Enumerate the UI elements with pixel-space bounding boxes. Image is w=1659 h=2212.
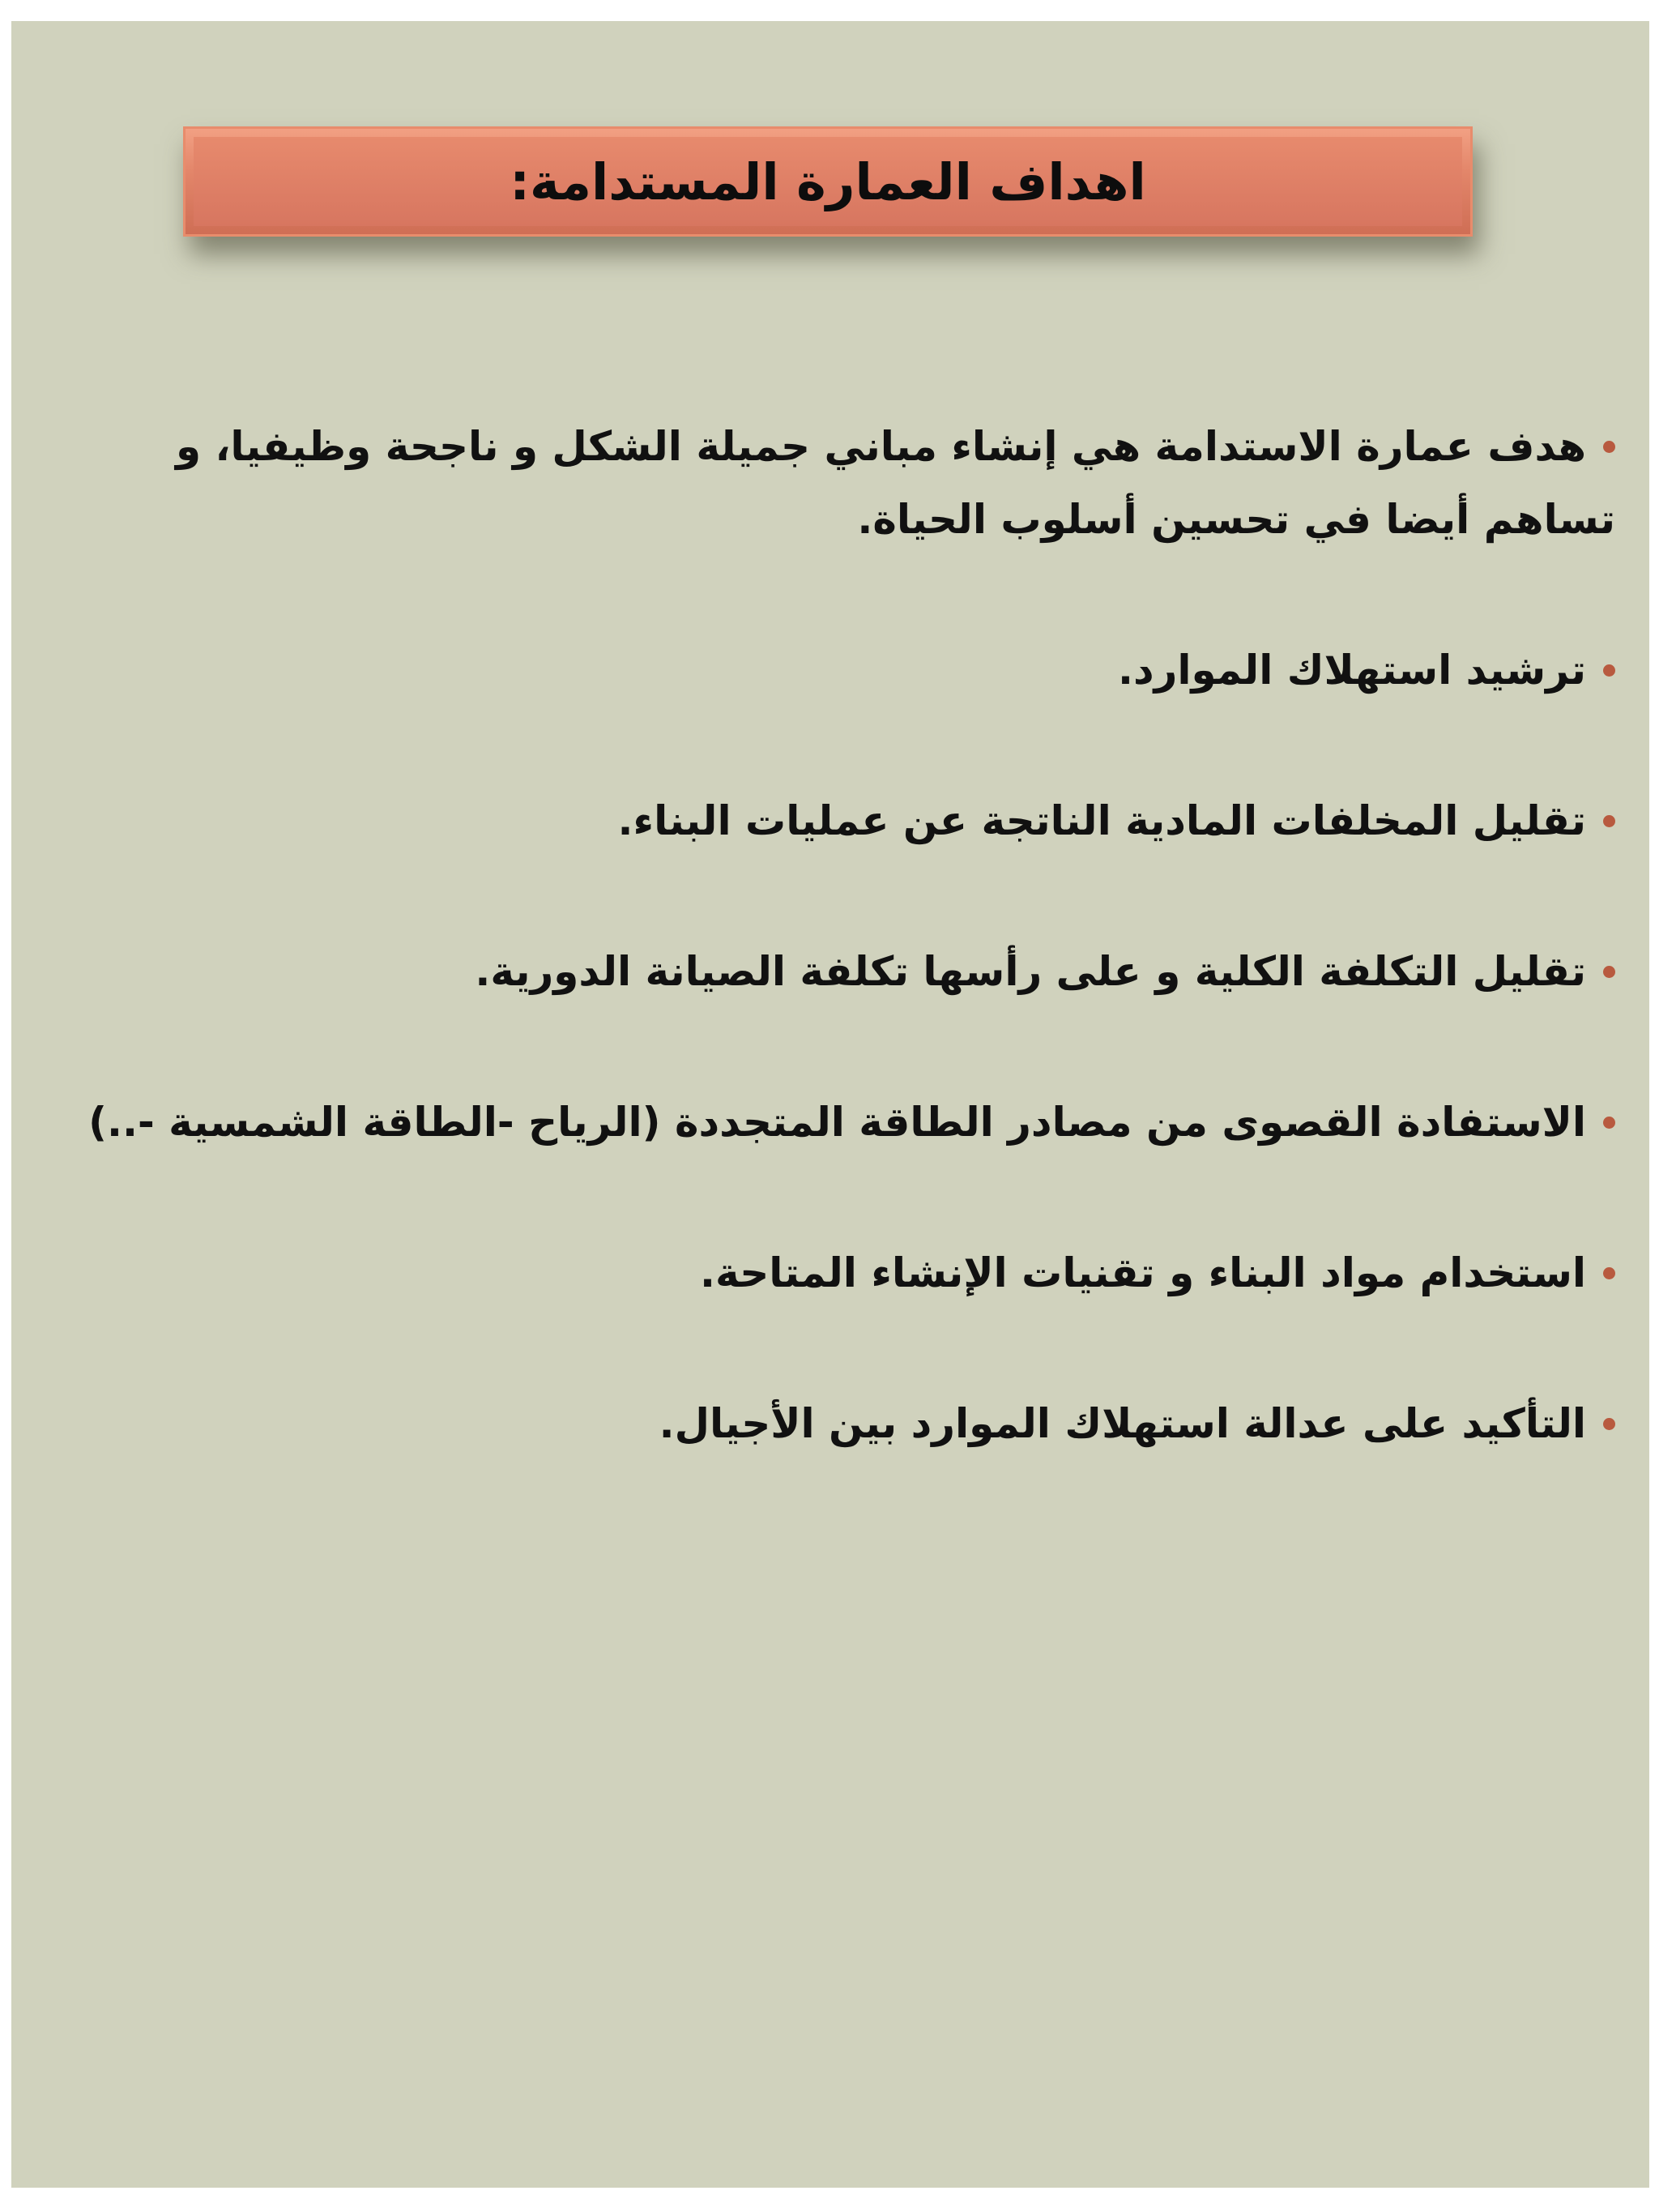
list-item-text: ترشيد استهلاك الموارد.: [1117, 647, 1586, 694]
list-item-text: استخدام مواد البناء و تقنيات الإنشاء المتاحة.: [699, 1249, 1586, 1296]
bullet-icon: [1603, 1267, 1615, 1279]
list-item: [68, 410, 1615, 556]
list-item-text: التأكيد على عدالة استهلاك الموارد بين الأجيال.: [659, 1400, 1586, 1447]
list-item: [68, 1387, 1615, 1460]
bullet-icon: [1603, 441, 1615, 453]
slide-page: [11, 21, 1649, 2188]
list-item-text: هدف عمارة الاستدامة هي إنشاء مباني جميلة الشكل و ناجحة وظيفيا، و تساهم أيضا في تحسين أسلوب الحياة.: [175, 423, 1615, 543]
bullet-icon: [1603, 966, 1615, 978]
list-item-text: الاستفادة القصوى من مصادر الطاقة المتجددة (الرياح -الطاقة الشمسية -..): [88, 1099, 1586, 1146]
list-item: [68, 935, 1615, 1008]
list-item: [68, 634, 1615, 707]
bullet-icon: [1603, 664, 1615, 677]
title-banner: [183, 126, 1473, 237]
title-banner-inner: [194, 137, 1462, 226]
bullet-icon: [1603, 815, 1615, 827]
list-item: [68, 784, 1615, 857]
goals-list: [68, 410, 1615, 1538]
list-item-text: تقليل المخلفات المادية الناتجة عن عمليات البناء.: [617, 797, 1586, 844]
bullet-icon: [1603, 1117, 1615, 1129]
bullet-icon: [1603, 1418, 1615, 1430]
list-item-text: تقليل التكلفة الكلية و على رأسها تكلفة الصيانة الدورية.: [475, 948, 1586, 995]
page-title: اهداف العمارة المستدامة:: [510, 152, 1146, 211]
list-item: [68, 1086, 1615, 1159]
list-item: [68, 1236, 1615, 1309]
